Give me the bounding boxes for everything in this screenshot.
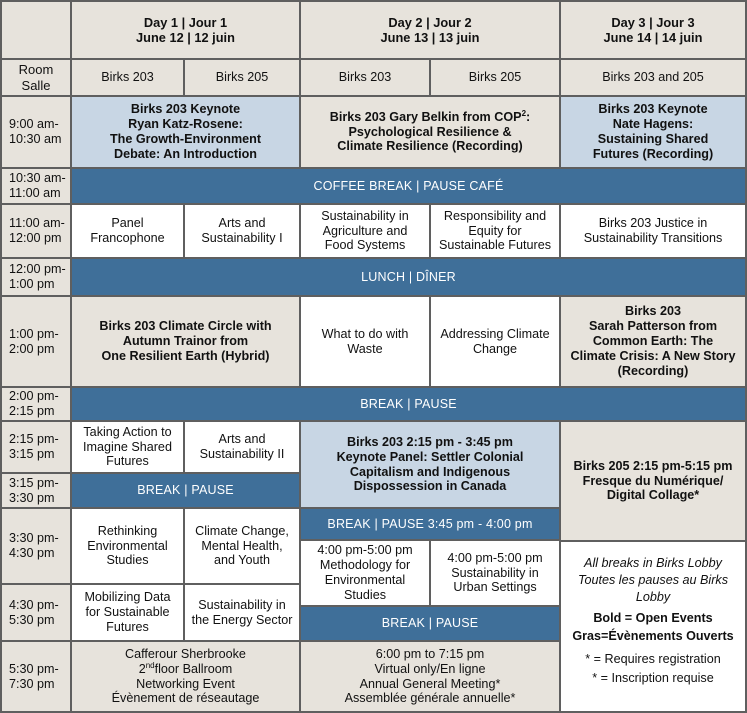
- session-panel-francophone[interactable]: [72, 205, 183, 257]
- superscript: nd: [145, 660, 155, 670]
- time-start: 4:30 pm-: [9, 597, 59, 612]
- time-1100: [2, 205, 70, 257]
- session-patterson[interactable]: [561, 297, 745, 386]
- line: Mental Health,: [201, 538, 283, 553]
- time-0900: [2, 97, 70, 167]
- line: Futures: [106, 619, 149, 634]
- line: and Youth: [213, 553, 271, 568]
- line: (Recording): [617, 363, 689, 378]
- day3-title: Day 3 | Jour 3: [611, 14, 695, 30]
- line: Nate Hagens:: [612, 117, 694, 132]
- superscript: 2: [521, 108, 527, 118]
- room-d1-b: Birks 205: [185, 60, 299, 95]
- day2-header: [301, 2, 559, 58]
- time-start: 2:00 pm-: [9, 389, 59, 404]
- line: Taking Action to: [83, 424, 172, 439]
- line: Environmental: [87, 538, 168, 553]
- line: Climate Resilience (Recording): [337, 139, 523, 154]
- info-panel: [561, 542, 745, 711]
- line: What to do with: [321, 326, 409, 341]
- line: Sustainable Futures: [438, 238, 551, 253]
- line: Common Earth: The: [592, 334, 714, 349]
- time-0315: [2, 474, 70, 507]
- room-label: [2, 60, 70, 95]
- line: Ryan Katz-Rosene:: [128, 117, 243, 132]
- time-start: 10:30 am-: [9, 171, 66, 186]
- line: Birks 205 2:15 pm-5:15 pm: [573, 458, 733, 473]
- room-d2-a: Birks 203: [301, 60, 429, 95]
- room-d1-a: Birks 203: [72, 60, 183, 95]
- event-agm[interactable]: [301, 642, 559, 711]
- line: Digital Collage*: [606, 488, 700, 503]
- day3-header: [561, 2, 745, 58]
- line: Capitalism and Indigenous: [349, 464, 511, 479]
- line: Birks 203 2:15 pm - 3:45 pm: [347, 434, 513, 449]
- line: Waste: [347, 341, 383, 356]
- line: Climate Change,: [195, 523, 289, 538]
- time-0215: [2, 422, 70, 472]
- time-end: 2:00 pm: [9, 341, 55, 356]
- session-climate-circle[interactable]: [72, 297, 299, 386]
- line: Imagine Shared: [83, 439, 172, 454]
- line: Futures: [106, 454, 149, 469]
- keynote-hagens[interactable]: [561, 97, 745, 167]
- time-start: 3:30 pm-: [9, 531, 59, 546]
- session-mobilizing-data[interactable]: [72, 585, 183, 640]
- line: Cafferour Sherbrooke: [125, 646, 246, 661]
- line: for Sustainable: [85, 605, 170, 620]
- session-justice[interactable]: [561, 205, 745, 257]
- line: Sustainability Transitions: [583, 231, 723, 245]
- keynote-katz-rosene[interactable]: [72, 97, 299, 167]
- line: Birks 203 Justice in: [598, 216, 708, 231]
- session-fresque[interactable]: [561, 422, 745, 540]
- time-start: 1:00 pm-: [9, 326, 59, 341]
- room-d2-b: Birks 205: [431, 60, 559, 95]
- line: Panel: [111, 216, 144, 231]
- break-band-0200: BREAK | PAUSE: [72, 388, 745, 420]
- line: Sustainability in: [451, 565, 539, 580]
- line: Keynote Panel: Settler Colonial: [336, 449, 524, 464]
- session-urban[interactable]: [431, 541, 559, 605]
- break-band-0430: BREAK | PAUSE: [301, 607, 559, 640]
- time-start: 2:15 pm-: [9, 432, 59, 447]
- session-responsibility[interactable]: [431, 205, 559, 257]
- time-0200: [2, 388, 70, 420]
- session-agriculture[interactable]: [301, 205, 429, 257]
- line: Autumn Trainor from: [122, 334, 249, 349]
- line: Addressing Climate: [440, 326, 550, 341]
- time-end: 3:15 pm: [9, 447, 55, 461]
- line: Futures (Recording): [592, 146, 714, 161]
- line: 6:00 pm to 7:15 pm: [375, 646, 485, 661]
- time-0330: [2, 509, 70, 583]
- time-start: 11:00 am-: [9, 216, 65, 231]
- day2-title: Day 2 | Jour 2: [388, 14, 472, 30]
- lobby-note: All breaks in Birks Lobby: [584, 556, 722, 570]
- corner-cell: [2, 2, 70, 58]
- room-label-en: Room: [18, 62, 54, 78]
- legend-star-fr: * = Inscription requise: [592, 671, 714, 686]
- line: Birks 203 Keynote: [130, 102, 241, 117]
- session-energy-sector[interactable]: [185, 585, 299, 640]
- text: :: [526, 109, 531, 124]
- time-end: 5:30 pm: [9, 612, 55, 627]
- line: Methodology for: [319, 558, 411, 573]
- line: Birks 203: [624, 304, 681, 319]
- line: Studies: [106, 553, 149, 568]
- line: Equity for: [468, 223, 522, 238]
- line: Sustainability II: [199, 447, 285, 461]
- time-1030: [2, 169, 70, 203]
- time-end: 4:30 pm: [9, 546, 55, 560]
- session-rethinking[interactable]: [72, 509, 183, 583]
- event-networking[interactable]: [72, 642, 299, 711]
- session-waste[interactable]: [301, 297, 429, 386]
- line: Arts and: [218, 432, 266, 447]
- line: The Growth-Environment: [109, 132, 262, 146]
- line: Dispossession in Canada: [353, 479, 507, 494]
- lunch-band: LUNCH | DÎNER: [72, 259, 745, 295]
- session-keynote-panel[interactable]: [301, 422, 559, 507]
- session-climate-mental-health[interactable]: [185, 509, 299, 583]
- line: Rethinking: [97, 523, 158, 538]
- room-d3: Birks 203 and 205: [561, 60, 745, 95]
- line: Food Systems: [324, 238, 406, 253]
- line: Responsibility and: [443, 208, 547, 223]
- line: Sarah Patterson from: [588, 319, 718, 334]
- line: Sustainability in: [321, 208, 409, 223]
- line: Fresque du Numérique/: [582, 473, 724, 488]
- text: Birks 203 Gary Belkin from COP: [329, 109, 522, 124]
- line: Psychological Resilience &: [348, 124, 512, 139]
- line: Annual General Meeting*: [359, 676, 501, 691]
- time-end: 11:00 am: [9, 186, 61, 200]
- line: Debate: An Introduction: [114, 146, 257, 161]
- time-1200: [2, 259, 70, 295]
- time-start: 5:30 pm-: [9, 661, 59, 676]
- time-0530: [2, 642, 70, 711]
- line: Change: [472, 341, 518, 356]
- session-taking-action[interactable]: [72, 422, 183, 472]
- line: Arts and: [218, 216, 266, 231]
- time-end: 12:00 pm: [9, 231, 62, 245]
- line: Sustaining Shared: [597, 132, 709, 146]
- session-arts-1[interactable]: [185, 205, 299, 257]
- legend-bold-fr: Gras=Évènements Ouverts: [572, 629, 734, 644]
- break-band-0345: BREAK | PAUSE 3:45 pm - 4:00 pm: [301, 509, 559, 539]
- text: 2: [138, 661, 146, 676]
- line: Agriculture and: [322, 223, 408, 238]
- time-end: 3:30 pm: [9, 490, 55, 505]
- text: floor Ballroom: [154, 661, 233, 676]
- time-end: 7:30 pm: [9, 676, 55, 691]
- lobby-note: Toutes les pauses au Birks: [577, 572, 729, 587]
- session-addressing-climate[interactable]: [431, 297, 559, 386]
- time-end: 1:00 pm: [9, 277, 55, 291]
- line: Sustainability I: [201, 231, 283, 245]
- line: Sustainability in: [198, 597, 286, 612]
- time-start: 9:00 am-: [9, 117, 59, 132]
- keynote-belkin[interactable]: [301, 97, 559, 167]
- line: Assemblée générale annuelle*: [344, 691, 516, 706]
- line: One Resilient Earth (Hybrid): [101, 348, 270, 363]
- line: Environmental: [324, 573, 406, 587]
- legend-star-en: * = Requires registration: [585, 652, 721, 667]
- line: Birks 203 Climate Circle with: [99, 319, 272, 334]
- legend-bold-en: Bold = Open Events: [593, 610, 713, 625]
- line: [330, 110, 530, 125]
- time-end: 10:30 am: [9, 132, 62, 146]
- coffee-break-band: COFFEE BREAK | PAUSE CAFÉ: [72, 169, 745, 203]
- line: the Energy Sector: [191, 612, 293, 627]
- lobby-note: Lobby: [635, 589, 671, 604]
- line: 4:00 pm-5:00 pm: [317, 543, 413, 558]
- line: Birks 203 Keynote: [598, 102, 708, 117]
- time-end: 2:15 pm: [9, 404, 55, 418]
- day2-date: June 13 | 13 juin: [380, 30, 480, 45]
- line: Studies: [343, 587, 386, 602]
- time-0430: [2, 585, 70, 640]
- line: Évènement de réseautage: [111, 691, 260, 706]
- room-label-fr: Salle: [21, 77, 51, 93]
- break-band-0315: BREAK | PAUSE: [72, 474, 299, 507]
- line: Virtual only/En ligne: [374, 661, 486, 676]
- line: Climate Crisis: A New Story: [570, 348, 736, 363]
- line: Networking Event: [136, 676, 235, 691]
- line: [139, 662, 233, 677]
- line: Mobilizing Data: [84, 590, 171, 605]
- time-0100: [2, 297, 70, 386]
- day1-header: [72, 2, 299, 58]
- day1-date: June 12 | 12 juin: [136, 30, 235, 45]
- time-start: 3:15 pm-: [9, 475, 59, 490]
- line: 4:00 pm-5:00 pm: [447, 550, 543, 565]
- day3-date: June 14 | 14 juin: [603, 30, 703, 45]
- session-arts-2[interactable]: [185, 422, 299, 472]
- line: Urban Settings: [453, 580, 537, 595]
- line: Francophone: [90, 231, 165, 245]
- day1-title: Day 1 | Jour 1: [143, 14, 228, 30]
- session-methodology[interactable]: [301, 541, 429, 605]
- time-start: 12:00 pm-: [9, 262, 66, 277]
